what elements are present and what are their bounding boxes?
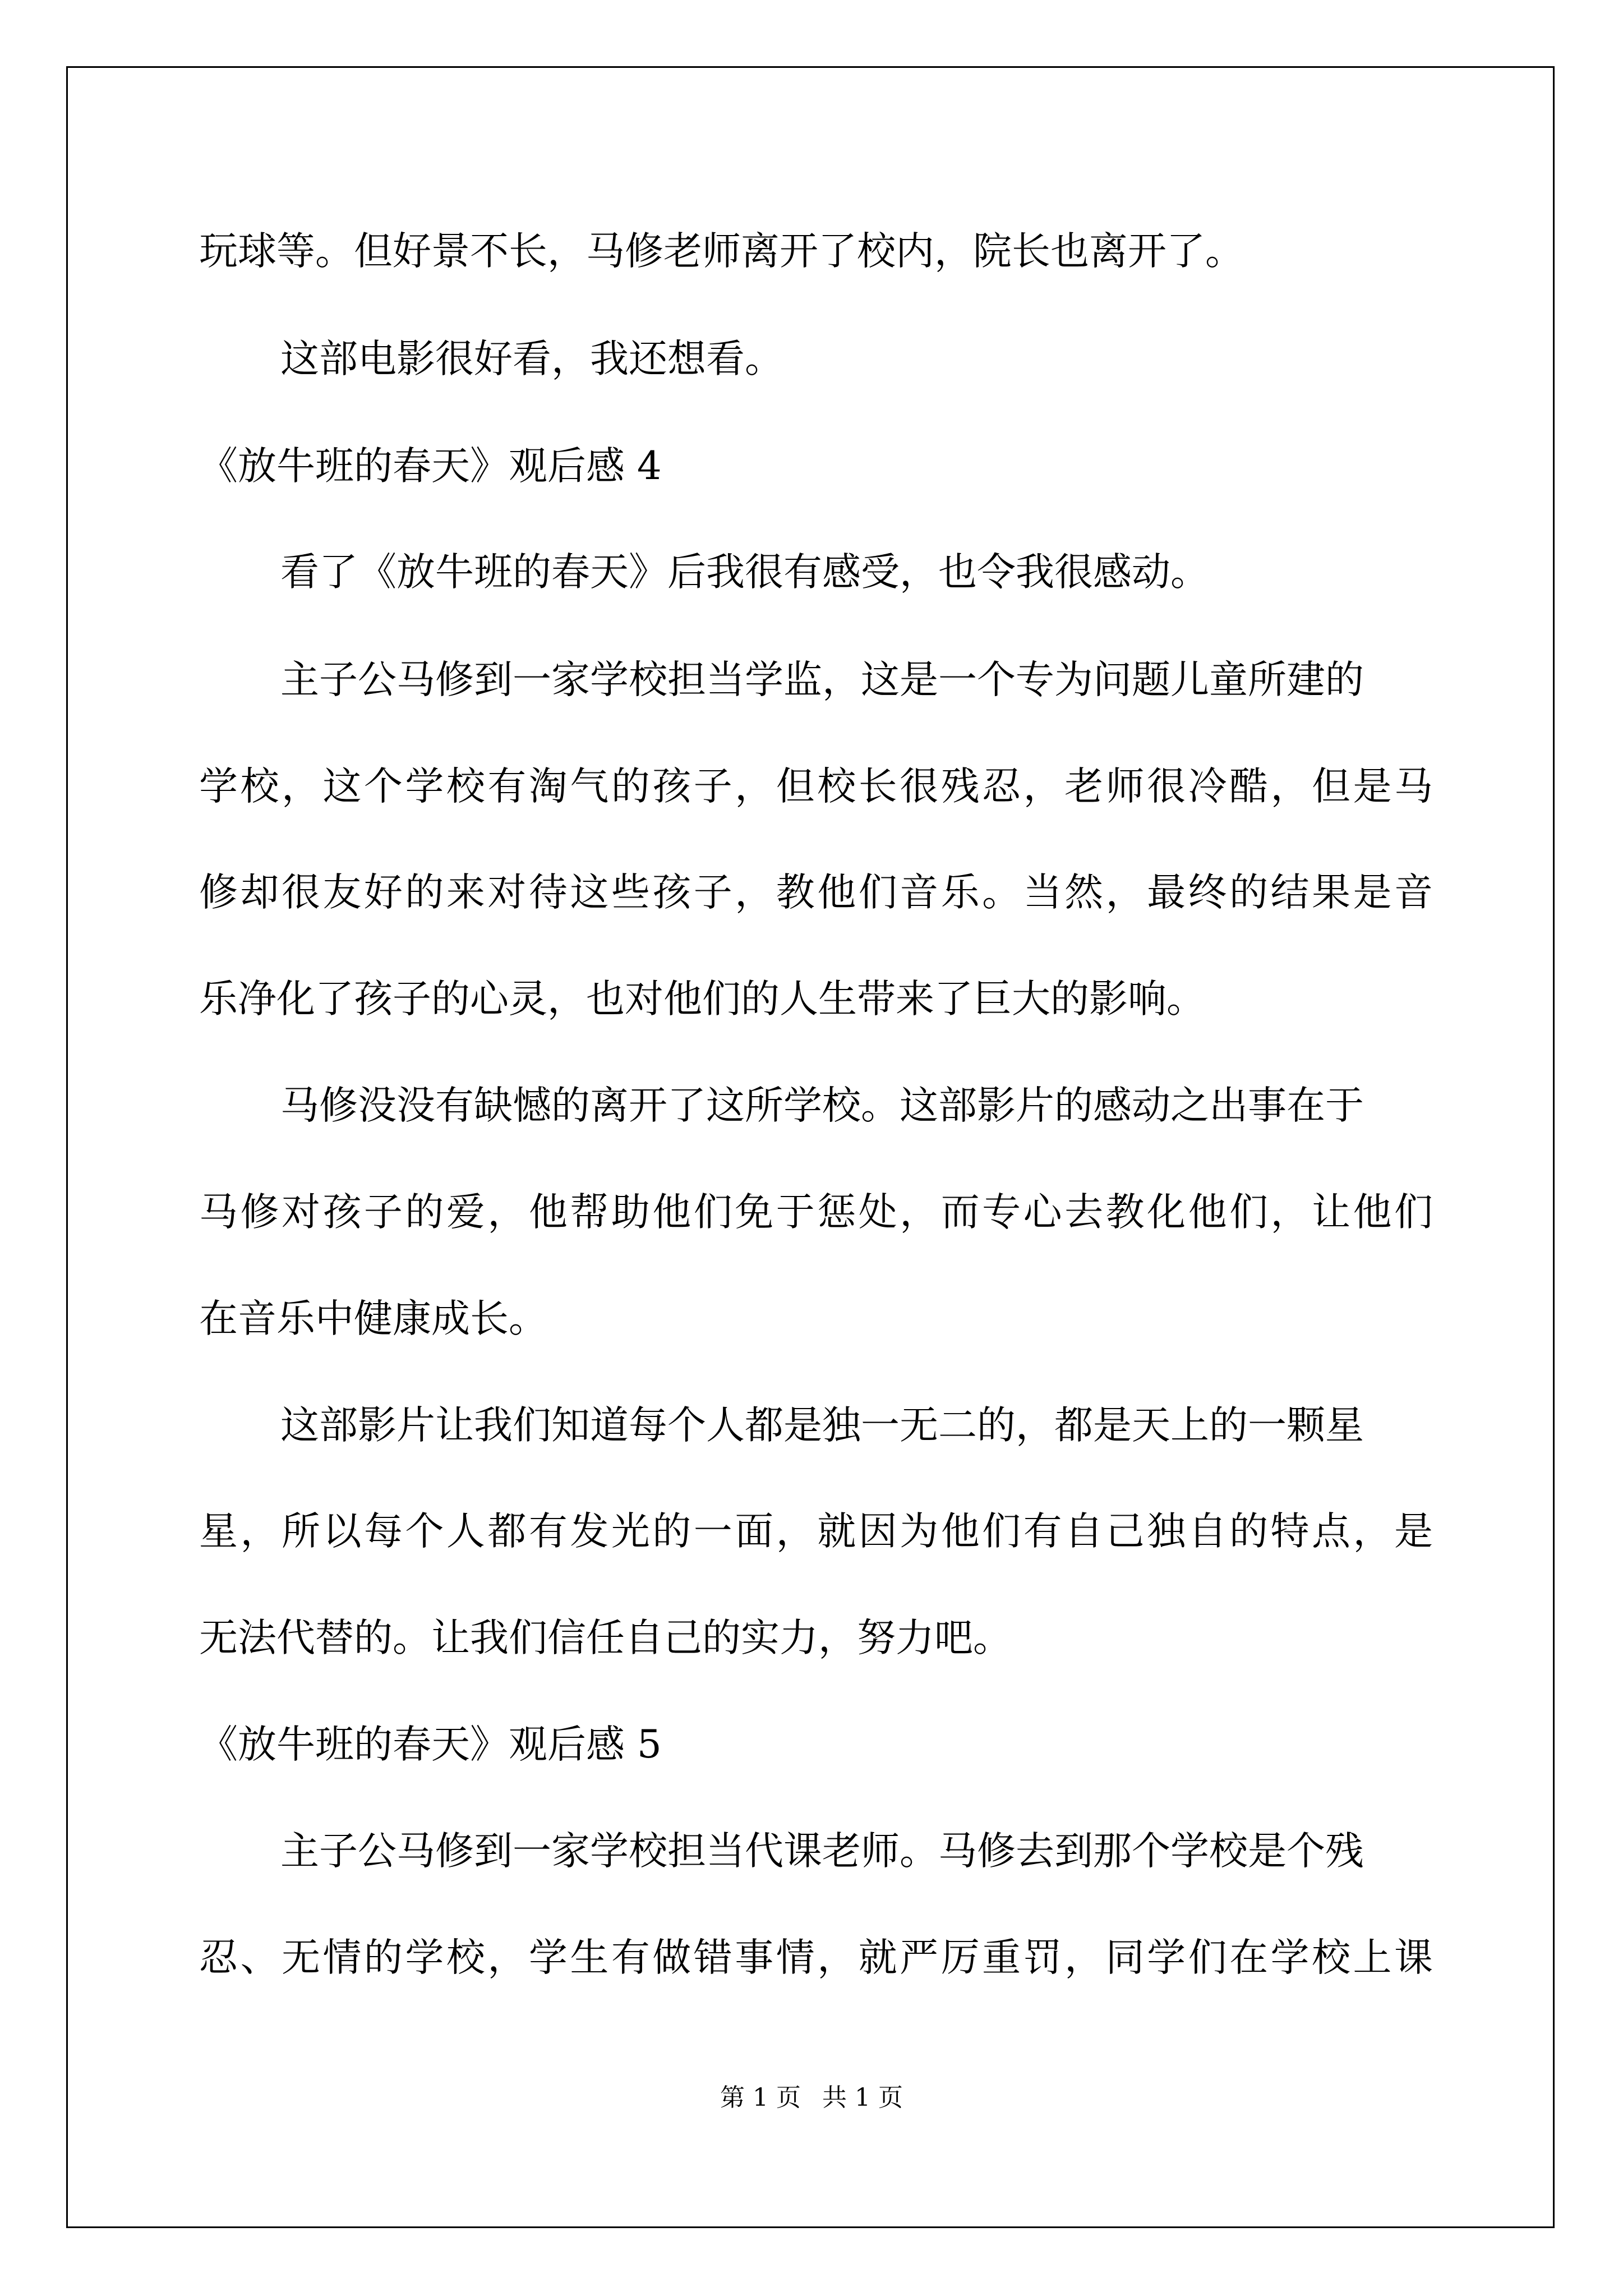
section-heading: 《放牛班的春天》观后感 4 (199, 444, 662, 489)
paragraph-line: 主子公马修到一家学校担当学监，这是一个专为问题儿童所建的 (280, 657, 1364, 702)
paragraph-line: 乐净化了孩子的心灵，也对他们的人生带来了巨大的影响。 (199, 977, 1205, 1022)
paragraph-line: 玩球等。但好景不长，马修老师离开了校内，院长也离开了。 (199, 229, 1244, 274)
page-number: 第 1 页 (720, 2083, 801, 2112)
paragraph-line: 马修没没有缺憾的离开了这所学校。这部影片的感动之出事在于 (280, 1083, 1364, 1128)
paragraph-line: 星，所以每个人都有发光的一面，就因为他们有自己独自的特点，是 (199, 1509, 1433, 1554)
paragraph-line: 看了《放牛班的春天》后我很有感受，也令我很感动。 (280, 550, 1209, 595)
paragraph-line: 忍、无情的学校，学生有做错事情，就严厉重罚，同学们在学校上课 (199, 1935, 1433, 1980)
paragraph-line: 在音乐中健康成长。 (199, 1296, 547, 1341)
paragraph-line: 学校，这个学校有淘气的孩子，但校长很残忍，老师很冷酷，但是马 (199, 764, 1433, 809)
section-heading: 《放牛班的春天》观后感 5 (199, 1722, 662, 1767)
page-footer (0, 2081, 1623, 2115)
paragraph-line: 这部影片让我们知道每个人都是独一无二的，都是天上的一颗星 (280, 1403, 1364, 1448)
paragraph-line: 修却很友好的来对待这些孩子，教他们音乐。当然，最终的结果是音 (199, 870, 1433, 915)
paragraph-line: 主子公马修到一家学校担当代课老师。马修去到那个学校是个残 (280, 1829, 1364, 1874)
page-border (66, 66, 1555, 2228)
page-total: 共 1 页 (822, 2083, 903, 2112)
paragraph-line: 马修对孩子的爱，他帮助他们免于惩处，而专心去教化他们，让他们 (199, 1190, 1433, 1235)
paragraph-line: 这部电影很好看，我还想看。 (280, 337, 783, 381)
paragraph-line: 无法代替的。让我们信任自己的实力，努力吧。 (199, 1616, 1012, 1660)
